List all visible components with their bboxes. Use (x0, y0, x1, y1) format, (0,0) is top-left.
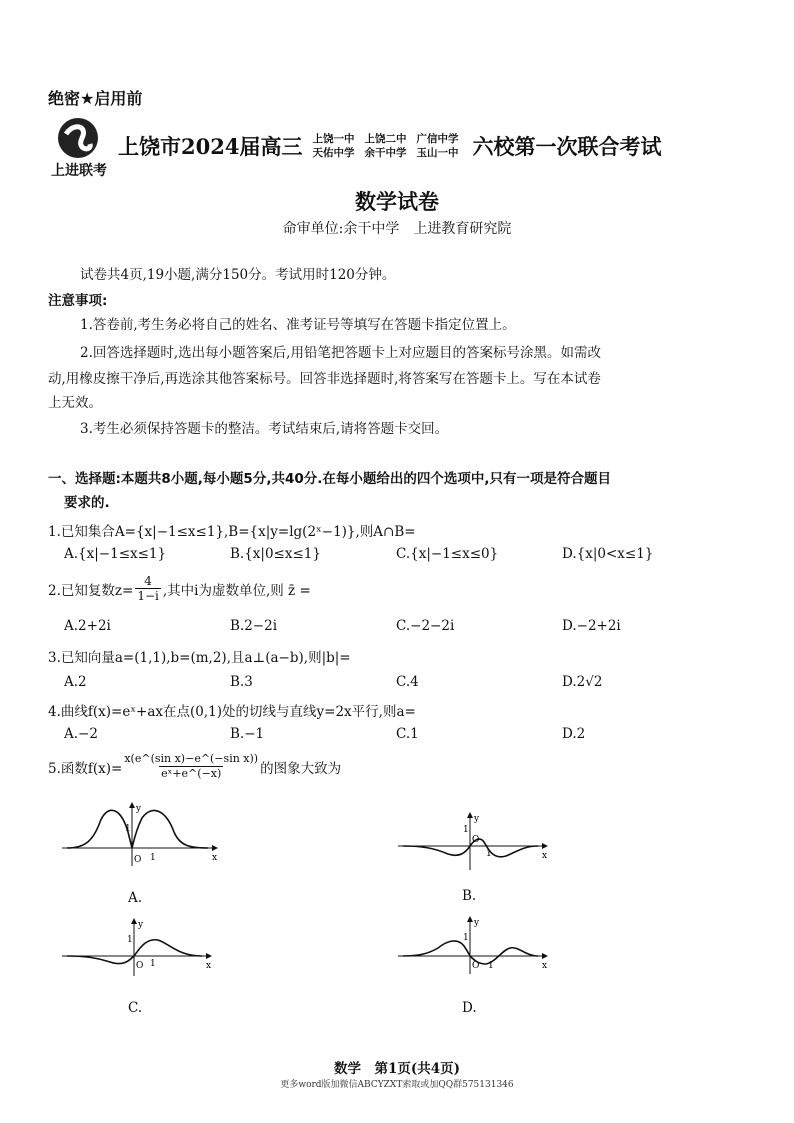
graph-x-label: x (212, 853, 218, 863)
school-name: 玉山一中 (416, 147, 459, 159)
fraction-numerator: 4 (144, 574, 152, 588)
graph-y-label: y (474, 814, 480, 824)
graph-x-label: x (542, 851, 548, 861)
graph-option-c (62, 918, 222, 978)
page-footer: 数学 第1页(共4页) (333, 1061, 461, 1077)
notice-item: 3.考生必须保持答题卡的整洁。考试结束后,请将答题卡交回。 (80, 421, 449, 437)
graph-o-label: O (472, 961, 480, 971)
question-1-option-b: B.{x|0≤x≤1} (230, 546, 321, 562)
exam-unit: 命审单位:余干中学 上进教育研究院 (282, 221, 512, 237)
notice-title: 注意事项: (48, 293, 108, 309)
graph-x-label: x (206, 961, 212, 971)
header-title-right: 六校第一次联合考试 (472, 134, 662, 159)
graph-o-label: O (134, 855, 142, 865)
graph-one-label: 1 (463, 933, 469, 943)
header-title-left: 上饶市2024届高三 (118, 134, 303, 159)
notice-item: 动,用橡皮擦干净后,再选涂其他答案标号。回答非选择题时,将答案写在答题卡上。写在本试卷 (48, 371, 601, 387)
question-4-stem: 4.曲线f(x)=eˣ+ax在点(0,1)处的切线与直线y=2x平行,则a= (48, 704, 416, 720)
graph-one-label: 1 (486, 849, 492, 859)
footer-note: 更多word版加微信ABCYZXT索取或加QQ群575131346 (280, 1080, 514, 1090)
question-4-option-a: A.−2 (64, 726, 98, 742)
graph-option-b (398, 812, 558, 872)
question-3-stem: 3.已知向量a=(1,1),b=(m,2),且a⊥(a−b),则|b|= (48, 650, 351, 666)
question-3-option-a: A.2 (64, 674, 87, 690)
question-2-option-b: B.2−2i (230, 618, 278, 634)
question-2-fraction (135, 574, 161, 603)
graph-one-label: 1 (127, 935, 133, 945)
school-name: 余干中学 (364, 147, 407, 159)
confidential-label: 绝密★启用前 (48, 89, 143, 108)
graph-b-label: B. (462, 888, 477, 904)
section-heading: 一、选择题:本题共8小题,每小题5分,共40分.在每小题给出的四个选项中,只有一项是符合题目 (48, 471, 611, 487)
school-list (312, 132, 468, 160)
exam-logo (46, 116, 112, 182)
question-1-option-a: A.{x|−1≤x≤1} (64, 546, 167, 562)
graph-d-label: D. (462, 1000, 477, 1016)
section-heading-cont: 要求的. (64, 495, 110, 511)
school-column (312, 132, 354, 160)
fraction-numerator: x(e^(sin x)−e^(−sin x)) (124, 752, 259, 765)
question-4-option-c: C.1 (396, 726, 419, 742)
school-name: 天佑中学 (312, 147, 355, 159)
graph-y-label: y (138, 920, 144, 930)
question-3-option-b: B.3 (230, 674, 253, 690)
exam-title: 数学试卷 (355, 190, 439, 214)
graph-one-label: 1 (125, 824, 131, 834)
school-column (364, 132, 406, 160)
question-4-option-d: D.2 (562, 726, 586, 742)
graph-o-label: O (136, 961, 144, 971)
school-name: 上饶二中 (364, 133, 407, 145)
logo-text: 上进联考 (51, 163, 107, 179)
notice-item: 1.答卷前,考生务必将自己的姓名、准考证号等填写在答题卡指定位置上。 (80, 317, 516, 333)
notice-item: 上无效。 (48, 395, 102, 411)
exam-header (118, 124, 758, 168)
question-2-option-a: A.2+2i (64, 618, 111, 634)
school-column (416, 132, 458, 160)
question-2-stem-post: ,其中i为虚数单位,则 z̄ = (162, 582, 311, 599)
graph-option-d (398, 916, 558, 976)
graph-a-label: A. (128, 890, 143, 906)
graph-one-label: 1 (488, 961, 494, 971)
school-name: 广信中学 (416, 133, 459, 145)
question-5-stem (48, 752, 341, 781)
graph-one-label: 1 (150, 853, 156, 863)
notice-item: 2.回答选择题时,选出每小题答案后,用铅笔把答题卡上对应题目的答案标号涂黑。如需改 (80, 345, 601, 361)
question-2-option-c: C.−2−2i (396, 618, 455, 634)
fraction-denominator: 1−i (137, 589, 159, 603)
graph-o-label: O (472, 835, 480, 845)
question-3-option-d: D.2√2 (562, 674, 603, 690)
question-2-option-d: D.−2+2i (562, 618, 621, 634)
question-5-fraction (124, 752, 258, 781)
graph-option-a (62, 802, 222, 868)
graph-y-label: y (136, 804, 142, 814)
question-1-option-c: C.{x|−1≤x≤0} (396, 546, 499, 562)
question-2-stem (48, 574, 311, 603)
question-2-stem-pre: 2.已知复数z= (48, 582, 134, 599)
question-1-stem: 1.已知集合A={x|−1≤x≤1},B={x|y=lg(2ˣ−1)},则A∩B= (48, 524, 416, 540)
question-3-option-c: C.4 (396, 674, 419, 690)
question-5-stem-post: 的图象大致为 (260, 760, 342, 777)
school-name: 上饶一中 (312, 133, 355, 145)
question-4-option-b: B.−1 (230, 726, 265, 742)
exam-intro: 试卷共4页,19小题,满分150分。考试用时120分钟。 (80, 267, 396, 283)
graph-c-label: C. (128, 1000, 143, 1016)
fraction-denominator: eˣ+e^(−x) (161, 767, 222, 780)
graph-one-label: 1 (150, 959, 156, 969)
question-5-stem-pre: 5.函数f(x)= (48, 760, 123, 777)
graph-y-label: y (474, 918, 480, 928)
question-1-option-d: D.{x|0<x≤1} (562, 546, 654, 562)
graph-x-label: x (542, 961, 548, 971)
graph-one-label: 1 (463, 825, 469, 835)
